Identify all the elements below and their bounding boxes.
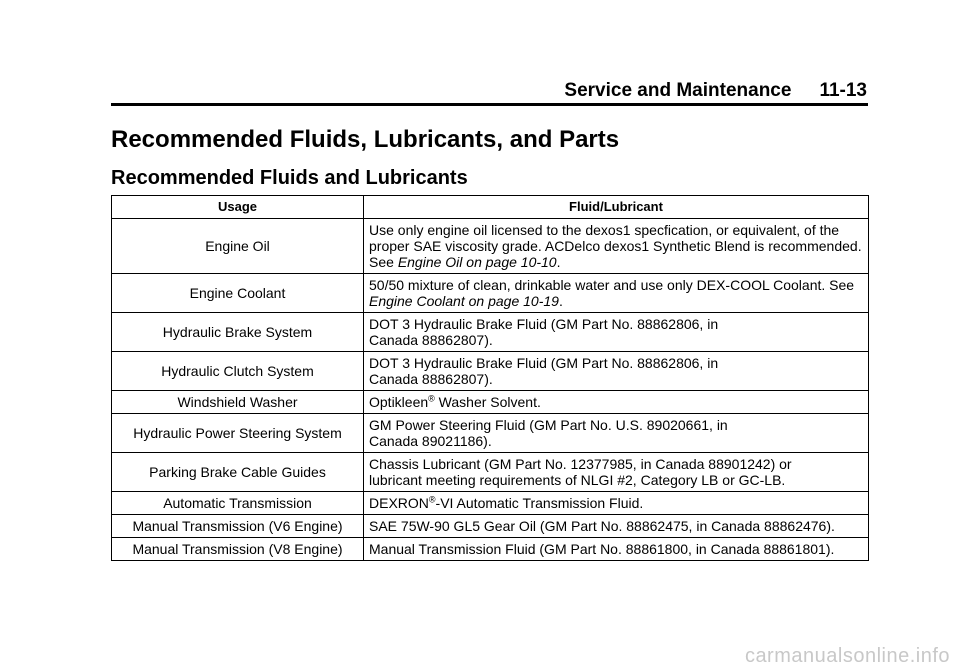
fluid-text: DEXRON	[369, 495, 429, 511]
fluid-cell	[364, 352, 869, 391]
fluid-cell	[364, 313, 869, 352]
usage-cell: Hydraulic Power Steering System	[112, 414, 364, 453]
fluid-line-1: DOT 3 Hydraulic Brake Fluid (GM Part No. 88862806, in	[369, 316, 719, 332]
section-name: Service and Maintenance	[564, 80, 792, 101]
column-header-usage: Usage	[112, 196, 364, 219]
fluid-cell	[364, 492, 869, 515]
usage-cell: Engine Coolant	[112, 274, 364, 313]
table-row	[112, 274, 869, 313]
usage-cell: Manual Transmission (V8 Engine)	[112, 538, 364, 561]
table-row	[112, 313, 869, 352]
header-rule	[111, 103, 868, 106]
fluids-table	[111, 195, 869, 561]
fluid-text: 50/50 mixture of clean, drinkable water and use only DEX-COOL Coolant. See	[369, 277, 855, 293]
usage-cell: Windshield Washer	[112, 391, 364, 414]
fluid-cell	[364, 274, 869, 313]
fluid-text-end: -VI Automatic Transmission Fluid.	[435, 495, 644, 511]
page-reference-link[interactable]: Engine Oil on page 10-10	[397, 254, 557, 270]
watermark: carmanualsonline.info	[744, 645, 950, 667]
table-row	[112, 219, 869, 274]
table-row	[112, 391, 869, 414]
fluid-line-1: GM Power Steering Fluid (GM Part No. U.S. 89020661, in	[369, 417, 728, 433]
fluid-cell: Manual Transmission Fluid (GM Part No. 88861800, in Canada 88861801).	[364, 538, 869, 561]
usage-cell: Manual Transmission (V6 Engine)	[112, 515, 364, 538]
fluid-line-1: DOT 3 Hydraulic Brake Fluid (GM Part No. 88862806, in	[369, 355, 719, 371]
fluid-cell	[364, 453, 869, 492]
fluid-cell	[364, 414, 869, 453]
table-row	[112, 414, 869, 453]
fluid-text: Optikleen	[369, 394, 429, 410]
registered-mark: ®	[428, 494, 436, 505]
fluid-text-end: .	[556, 254, 561, 270]
fluid-line-2: lubricant meeting requirements of NLGI #2, Category LB or GC-LB.	[369, 472, 786, 488]
fluid-line-2: Canada 89021186).	[369, 433, 492, 449]
registered-mark: ®	[428, 393, 435, 404]
usage-cell: Hydraulic Clutch System	[112, 352, 364, 391]
page-title: Recommended Fluids, Lubricants, and Parts	[111, 126, 620, 153]
fluid-line-1: Chassis Lubricant (GM Part No. 12377985, in Canada 88901242) or	[369, 456, 792, 472]
table-row	[112, 515, 869, 538]
table-row	[112, 492, 869, 515]
fluid-cell: SAE 75W-90 GL5 Gear Oil (GM Part No. 88862475, in Canada 88862476).	[364, 515, 869, 538]
fluid-line-2: Canada 88862807).	[369, 371, 493, 387]
fluid-cell	[364, 391, 869, 414]
page-header	[111, 80, 867, 102]
usage-cell: Parking Brake Cable Guides	[112, 453, 364, 492]
table-row	[112, 352, 869, 391]
table-row	[112, 538, 869, 561]
table-header-row	[112, 196, 869, 219]
page-number: 11-13	[819, 80, 867, 101]
page-reference-link[interactable]: Engine Coolant on page 10-19	[369, 293, 559, 309]
fluid-line-2: Canada 88862807).	[369, 332, 493, 348]
fluid-text: Use only engine oil licensed to the dexos1 specfication, or equivalent, of the proper SAE viscosity grade. ACDelco dexos1 Synthetic Blend is recommended. See	[369, 222, 862, 270]
usage-cell: Hydraulic Brake System	[112, 313, 364, 352]
column-header-fluid: Fluid/Lubricant	[364, 196, 869, 219]
subsection-title: Recommended Fluids and Lubricants	[111, 167, 468, 189]
fluid-text-end: .	[558, 293, 563, 309]
fluid-cell	[364, 219, 869, 274]
usage-cell: Automatic Transmission	[112, 492, 364, 515]
table-row	[112, 453, 869, 492]
fluid-text-end: Washer Solvent.	[434, 394, 541, 410]
usage-cell: Engine Oil	[112, 219, 364, 274]
